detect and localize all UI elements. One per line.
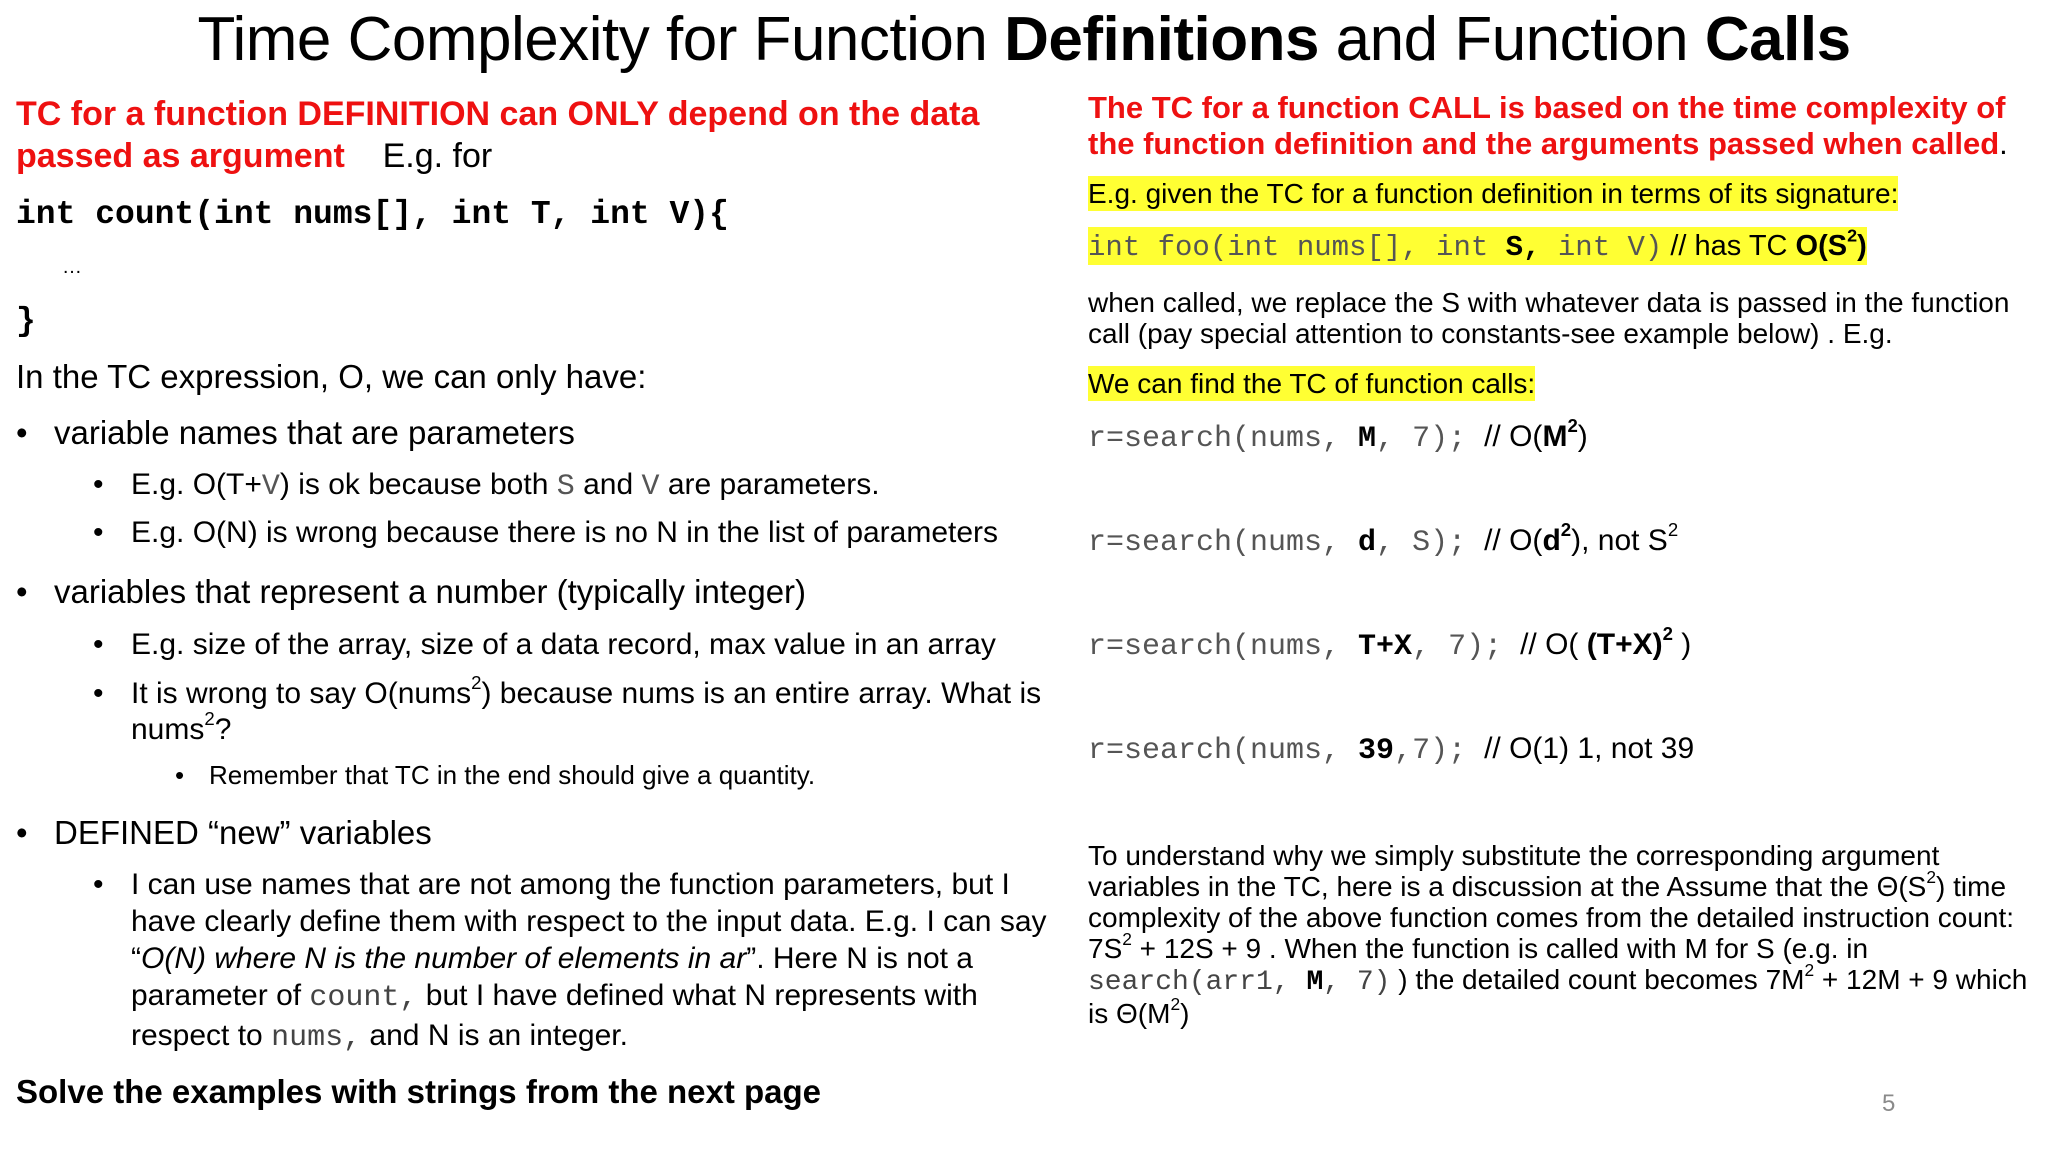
- bullet-parameters: • variable names that are parameters: [54, 414, 575, 452]
- foo-signature: int foo(int nums[], int S, int V) // has TC $O(S^2)$: [1088, 225, 1867, 264]
- code-signature: int count(int nums[], int T, int V){: [16, 196, 729, 233]
- call-example-3: r=search(nums, T+X, 7); // O( $(T+X)^2$ ): [1088, 623, 1692, 664]
- eg-given-line: E.g. given the TC for a function definition in terms of its signature:: [1088, 178, 1899, 209]
- page-number: 5: [1882, 1090, 1896, 1117]
- bullet-nums-squared: • It is wrong to say O(nums$^2$) because nums is an entire array. What is nums$^2$?: [131, 676, 1051, 748]
- bullet-numbers: • variables that represent a number (typically integer): [54, 573, 806, 611]
- bullet-wrong-example: • E.g. O(N) is wrong because there is no N in the list of parameters: [131, 516, 998, 550]
- find-tc-line: We can find the TC of function calls:: [1088, 368, 1536, 399]
- code-close-brace: }: [16, 303, 36, 340]
- tc-intro: In the TC expression, O, we can only have:: [16, 358, 647, 395]
- call-example-2: r=search(nums, d, S); // $O(d^2)$, not $S^2$: [1088, 519, 1679, 560]
- bullet-defined-explanation: • I can use names that are not among the function parameters, but I have clearly define them with respect to the input data. E.g. I can say “O(N) where N is the number of elements in ar”. Here N is not a parameter of count, but I have defined what N represents with respect to nums, and N is an integer.: [131, 866, 1056, 1057]
- slide-title: Time Complexity for Function Definitions and Function Calls: [197, 5, 1851, 74]
- code-ellipsis: …: [62, 256, 82, 278]
- bullet-size-example: • E.g. size of the array, size of a data record, max value in an array: [131, 628, 996, 662]
- footer-note: Solve the examples with strings from the next page: [16, 1073, 822, 1110]
- right-heading: The TC for a function CALL is based on the time complexity of the function definition and the arguments passed when called.: [1088, 90, 2008, 161]
- bullet-ok-example: • E.g. O(T+V) is ok because both S and V are parameters.: [131, 468, 880, 504]
- substitution-discussion: To understand why we simply substitute the corresponding argument variables in the TC, here is a discussion at the Assume that the $\Theta(S^2)$ time complexity of the above function comes from the detailed instruction count: $7S^2 + 12S + 9$ . When the function is called with M for S (e.g. in search(arr1, M, 7) ) the detailed count becomes $7M^2 + 12M + 9$ which is $\Theta(M^2)$: [1088, 840, 2028, 1029]
- bullet-defined-new: • DEFINED “new” variables: [54, 814, 432, 852]
- when-called-text: when called, we replace the S with whatever data is passed in the function call (pay special attention to constants-see example below) . E.g.: [1088, 287, 2010, 349]
- call-example-4: r=search(nums, 39,7); // O(1) 1, not 39: [1088, 732, 1695, 768]
- call-example-1: r=search(nums, M, 7); // $O(M^2)$: [1088, 415, 1588, 456]
- left-heading: TC for a function DEFINITION can ONLY depend on the data passed as argument E.g. for: [16, 95, 980, 175]
- bullet-quantity: • Remember that TC in the end should give a quantity.: [209, 760, 815, 791]
